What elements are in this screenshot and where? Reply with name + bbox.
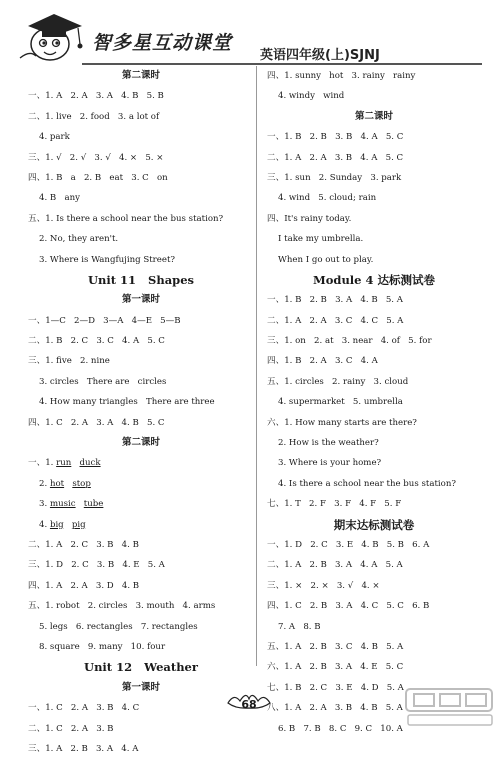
underlined-word: music <box>49 499 76 510</box>
answer-line: 三、1. D 2. C 3. B 4. E 5. A <box>28 560 165 571</box>
answer-line: 一、1. C 2. A 3. B 4. C <box>28 703 140 714</box>
answer-line: When I go out to play. <box>278 254 374 265</box>
answer-line: 三、1. sun 2. Sunday 3. park <box>267 172 402 183</box>
underlined-word: run <box>56 458 72 469</box>
answer-line: 三、1. five 2. nine <box>28 356 110 367</box>
lesson-heading: 第一课时 <box>121 294 160 306</box>
answer-text: 2. <box>39 478 50 489</box>
answer-line: 五、1. circles 2. rainy 3. cloud <box>267 376 409 387</box>
section-heading: 期末达标测试卷 <box>333 517 415 532</box>
subject-label: 英语四年级(上)SJNJ <box>260 48 380 63</box>
answer-line: 六、1. How many starts are there? <box>267 417 417 428</box>
answer-text <box>71 458 79 468</box>
answer-line: 二、1. C 2. A 3. B <box>28 723 114 734</box>
answer-line: 一、1. D 2. C 3. E 4. B 5. B 6. A <box>267 539 430 550</box>
page-header <box>0 0 500 64</box>
answer-line: 一、1. B 2. B 3. A 4. B 5. A <box>267 295 403 306</box>
answer-line: 3. circles There are circles <box>39 376 167 387</box>
answer-line: 一、1—C 2—D 3—A 4—E 5—B <box>28 315 181 326</box>
answer-line: 五、1. A 2. B 3. C 4. B 5. A <box>267 641 404 652</box>
answer-line: 4. How many triangles There are three <box>39 397 215 408</box>
answer-line: 4. supermarket 5. umbrella <box>278 397 403 408</box>
answer-line: 8. square 9. many 10. four <box>39 641 166 652</box>
underlined-word: tube <box>83 499 104 510</box>
answer-line: 3. Where is your home? <box>278 458 382 469</box>
answer-line: 5. legs 6. rectangles 7. rectangles <box>39 621 198 632</box>
answer-line: 二、1. B 2. C 3. C 4. A 5. C <box>28 336 165 347</box>
answer-line: 三、1. on 2. at 3. near 4. of 5. for <box>267 336 432 347</box>
answer-line: I take my umbrella. <box>278 234 364 245</box>
underlined-word: hot <box>49 478 65 489</box>
answer-line: 一、1. A 2. A 3. A 4. B 5. B <box>28 91 164 102</box>
answer-line: 七、1. B 2. C 3. E 4. D 5. A <box>267 682 404 693</box>
answer-column-left <box>28 66 257 759</box>
answer-line: 五、1. Is there a school near the bus station? <box>28 213 224 224</box>
answer-line <box>28 474 254 494</box>
answer-line: 四、It's rainy today. <box>267 213 352 224</box>
answer-line: 八、1. A 2. A 3. B 4. B 5. A <box>267 703 403 714</box>
answer-line: 7. A 8. B <box>278 621 321 632</box>
lesson-heading: 第二课时 <box>121 437 160 449</box>
mascot-graduation-cap-icon <box>0 0 92 64</box>
lesson-heading: 第一课时 <box>121 681 160 693</box>
unit-heading: Unit 12 Weather <box>84 660 198 675</box>
answer-line: 四、1. A 2. A 3. D 4. B <box>28 580 140 591</box>
answer-text: 一、1. <box>28 458 57 469</box>
answer-line: 二、1. A 2. A 3. C 4. C 5. A <box>267 315 404 326</box>
unit-heading: Unit 11 Shapes <box>87 272 195 287</box>
underlined-word: duck <box>79 458 101 469</box>
answer-text: 3. <box>39 499 50 510</box>
answer-line: 三、1. √ 2. √ 3. √ 4. × 5. × <box>28 152 164 163</box>
answer-column-right <box>256 66 481 734</box>
section-heading: Module 4 达标测试卷 <box>313 272 435 287</box>
page-number-badge <box>226 689 272 711</box>
answer-line: 6. B 7. B 8. C 9. C 10. A <box>278 723 403 734</box>
answer-line: 四、1. B 2. A 3. C 4. A <box>267 356 378 367</box>
underlined-word: stop <box>72 478 91 489</box>
answer-line <box>28 494 254 514</box>
page-number: 68 <box>241 698 257 711</box>
answer-line: 4. windy wind <box>278 91 345 102</box>
answer-line <box>28 515 254 535</box>
answer-line: 二、1. A 2. B 3. A 4. A 5. A <box>267 560 403 571</box>
answer-line: 4. wind 5. cloud; rain <box>278 193 377 204</box>
answer-line: 五、1. robot 2. circles 3. mouth 4. arms <box>28 601 216 612</box>
answer-line: 三、1. A 2. B 3. A 4. A <box>28 743 139 754</box>
answer-line: 三、1. × 2. × 3. √ 4. × <box>267 580 380 591</box>
answer-line: 六、1. A 2. B 3. A 4. E 5. C <box>267 662 404 673</box>
lesson-heading: 第二课时 <box>121 70 160 81</box>
answer-text <box>64 520 72 530</box>
underlined-word: pig <box>71 519 86 530</box>
lesson-heading: 第二课时 <box>354 110 393 122</box>
header-rule <box>82 63 482 65</box>
answer-line: 二、1. A 2. C 3. B 4. B <box>28 539 139 550</box>
answer-line: 四、1. C 2. B 3. A 4. C 5. C 6. B <box>267 601 430 612</box>
answer-line: 二、1. A 2. A 3. B 4. A 5. C <box>267 152 404 163</box>
answer-line: 3. Where is Wangfujing Street? <box>39 254 176 265</box>
answer-line: 2. No, they aren't. <box>39 234 119 245</box>
answer-line: 七、1. T 2. F 3. F 4. F 5. F <box>267 499 402 510</box>
answer-line: 4. park <box>39 132 70 143</box>
watermark-logo-icon <box>404 686 496 728</box>
answer-line <box>28 453 254 473</box>
answer-line: 四、1. sunny hot 3. rainy rainy <box>267 71 416 81</box>
answer-text <box>76 499 84 509</box>
answer-line: 4. B any <box>39 193 80 204</box>
answer-line: 2. How is the weather? <box>278 438 379 449</box>
answer-line: 4. Is there a school near the bus station? <box>278 478 456 489</box>
answer-line: 二、1. live 2. food 3. a lot of <box>28 111 160 122</box>
answer-line: 四、1. B a 2. B eat 3. C on <box>28 172 168 183</box>
underlined-word: big <box>49 519 64 530</box>
answer-line: 四、1. C 2. A 3. A 4. B 5. C <box>28 417 165 428</box>
answer-text: 4. <box>39 519 50 530</box>
answer-line: 一、1. B 2. B 3. B 4. A 5. C <box>267 132 404 143</box>
brand-title: 智多星互动课堂 <box>92 32 233 54</box>
